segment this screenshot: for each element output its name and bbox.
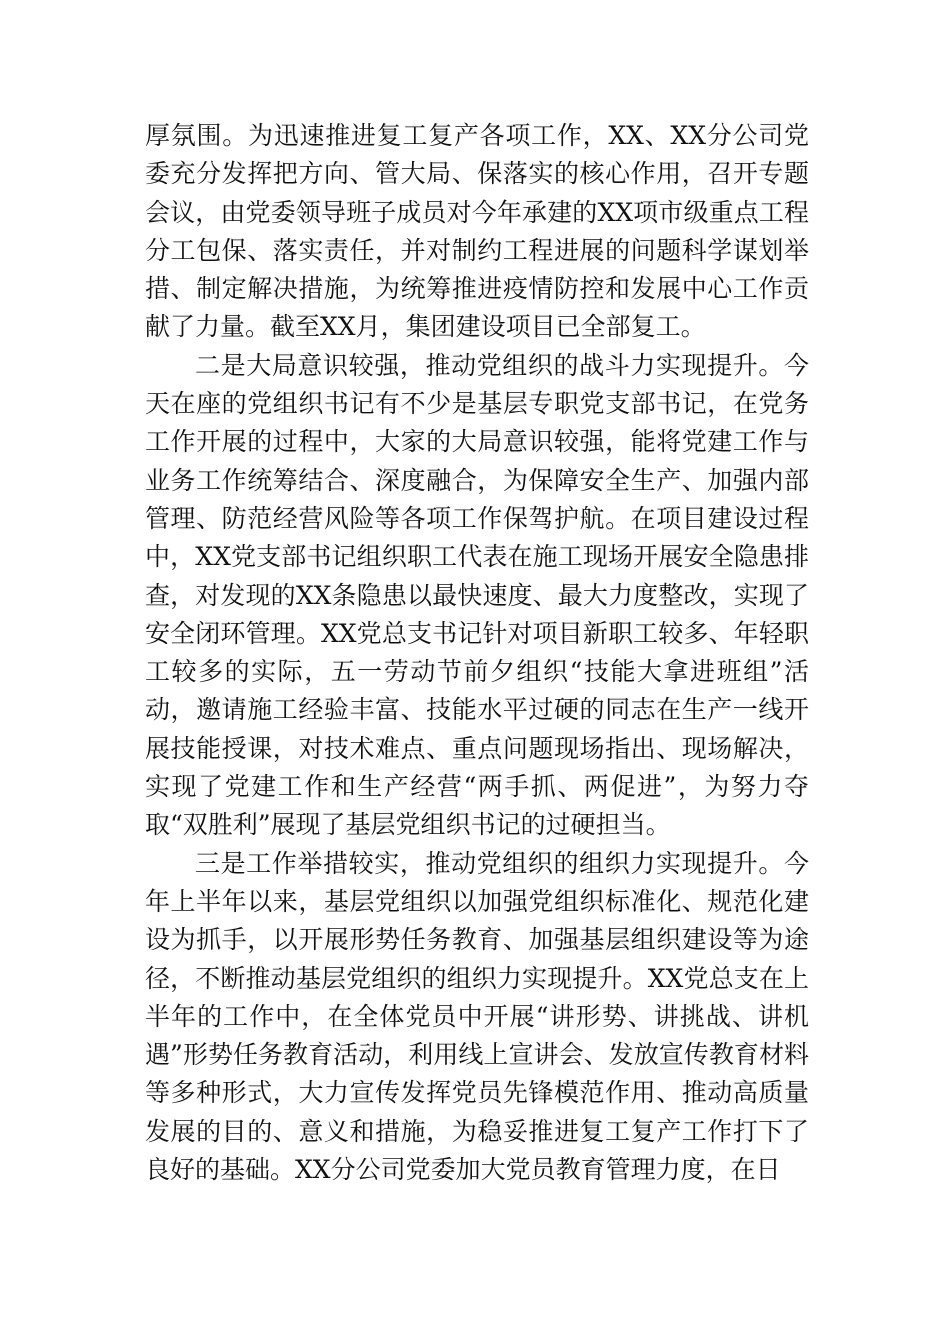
paragraph-work-measures: 三是工作举措较实，推动党组织的组织力实现提升。今年上半年以来，基层党组织以加强党组织标准化、规范化建设为抓手，以开展形势任务教育、加强基层组织建设等为途径，不断推动基层党组织的组织力实现提升。XX党总支在上半年的工作中，在全体党员中开展“讲形势、讲挑战、讲机遇”形势任务教育活动，利用线上宣讲会、发放宣传教育材料等多种形式，大力宣传发挥党员先锋模范作用、推动高质量发展的目的、意义和措施，为稳妥推进复工复产工作打下了良好的基础。XX分公司党委加大党员教育管理力度，在日 [145, 848, 809, 1185]
paragraph-overall-awareness: 二是大局意识较强，推动党组织的战斗力实现提升。今天在座的党组织书记有不少是基层专职党支部书记，在党务工作开展的过程中，大家的大局意识较强，能将党建工作与业务工作统筹结合、深度融合，为保障安全生产、加强内部管理、防范经营风险等各项工作保驾护航。在项目建设过程中，XX党支部书记组织职工代表在施工现场开展安全隐患排查，对发现的XX条隐患以最快速度、最大力度整改，实现了安全闭环管理。XX党总支书记针对项目新职工较多、年轻职工较多的实际，五一劳动节前夕组织“技能大拿进班组”活动，邀请施工经验丰富、技能水平过硬的同志在生产一线开展技能授课，对技术难点、重点问题现场指出、现场解决，实现了党建工作和生产经营“两手抓、两促进”，为努力夺取“双胜利”展现了基层党组织书记的过硬担当。 [145, 350, 809, 840]
document-page [145, 117, 809, 1189]
paragraph-continuation: 厚氛围。为迅速推进复工复产各项工作，XX、XX分公司党委充分发挥把方向、管大局、保落实的核心作用，召开专题会议，由党委领导班子成员对今年承建的XX项市级重点工程分工包保、落实责任，并对制约工程进展的问题科学谋划举措、制定解决措施，为统筹推进疫情防控和发展中心工作贡献了力量。截至XX月，集团建设项目已全部复工。 [145, 121, 809, 342]
